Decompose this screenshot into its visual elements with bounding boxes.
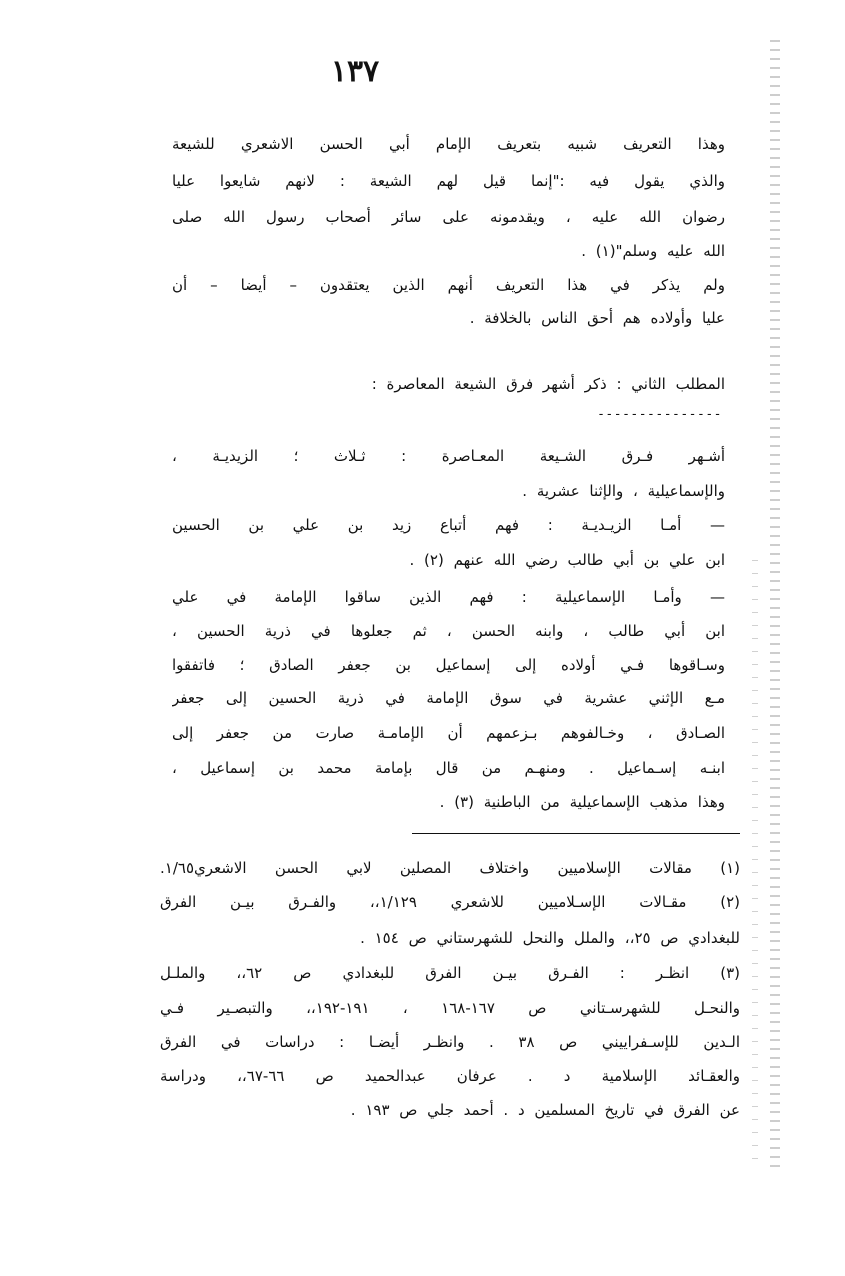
section-line-6: ابن أبي طالب ، وابنه الحسن ، ثم جعلوها في ذرية الحسين ، <box>172 622 725 640</box>
footnote-line-3: للبغدادي ص ٢٥،، والملل والنحل للشهرستاني ص ١٥٤ . <box>360 929 740 947</box>
page-number: ١٣٧ <box>330 54 380 89</box>
body-line-4: الله عليه وسلم"(١) . <box>581 242 725 260</box>
scan-edge-artifact <box>770 40 780 1170</box>
section-heading: المطلب الثاني : ذكر أشهر فرق الشيعة المعاصرة : <box>371 375 725 393</box>
footnote-line-7: والعقـائد الإسلامية د . عرفان عبدالحميد ص ٦٦-٦٧،، ودراسة <box>160 1067 740 1085</box>
section-line-4: ابن علي بن أبي طالب رضي الله عنهم (٢) . <box>409 551 725 569</box>
body-line-6: عليا وأولاده هم أحق الناس بالخلافة . <box>469 309 725 327</box>
body-line-2: والذي يقول فيه :"إنما قيل لهم الشيعة : لانهم شايعوا عليا <box>172 172 725 190</box>
scan-edge-artifact-inner <box>752 560 758 1160</box>
section-line-3: — أمـا الزيـديـة : فهم أتباع زيد بن علي بن الحسين <box>172 516 725 534</box>
body-line-5: ولم يذكر في هذا التعريف أنهم الذين يعتقدون – أيضا – أن <box>172 276 725 294</box>
section-line-11: وهذا مذهب الإسماعيلية من الباطنية (٣) . <box>439 793 725 811</box>
footnote-separator <box>412 833 740 834</box>
footnote-line-5: والنحـل للشهرسـتاني ص ١٦٧-١٦٨ ، ١٩١-١٩٢،، والتبصـير فـي <box>160 999 740 1017</box>
section-line-8: مـع الإثني عشرية في سوق الإمامة في ذرية الحسين إلى جعفر <box>172 689 725 707</box>
section-line-7: وسـاقوها فـي أولاده إلى إسماعيل بن جعفر الصادق ؛ فاتفقوا <box>172 656 725 674</box>
heading-underline: --------------- <box>597 407 722 422</box>
section-line-10: ابنـه إسـماعيل . ومنهـم من قال بإمامة محمد بن إسماعيل ، <box>172 759 725 777</box>
section-line-1: أشـهر فـرق الشـيعة المعـاصرة : ثـلاث ؛ الزيديـة ، <box>172 447 725 465</box>
section-line-9: الصـادق ، وخـالفوهم بـزعمهم أن الإمامـة صارت من جعفر إلى <box>172 724 725 742</box>
footnote-line-1: (١) مقالات الإسلاميين واختلاف المصلين لابي الحسن الاشعري١/٦٥. <box>160 859 740 877</box>
body-line-1: وهذا التعريف شبيه بتعريف الإمام أبي الحسن الاشعري للشيعة <box>172 135 725 153</box>
body-line-3: رضوان الله عليه ، ويقدمونه على سائر أصحاب رسول الله صلى <box>172 208 725 226</box>
footnote-line-4: (٣) انظـر : الفـرق بيـن الفرق للبغدادي ص ٦٢،، والملـل <box>160 964 740 982</box>
footnote-line-2: (٢) مقـالات الإسـلاميين للاشعري ١/١٢٩،، والفـرق بيـن الفرق <box>160 893 740 911</box>
footnote-line-6: الـدين للإسـفراييني ص ٣٨ . وانظـر أيضـا : دراسات في الفرق <box>160 1033 740 1051</box>
section-line-5: — وأمـا الإسماعيلية : فهم الذين ساقوا الإمامة في علي <box>172 588 725 606</box>
section-line-2: والإسماعيلية ، والإثنا عشرية . <box>522 482 725 500</box>
footnote-line-8: عن الفرق في تاريخ المسلمين د . أحمد جلي ص ١٩٣ . <box>350 1101 740 1119</box>
